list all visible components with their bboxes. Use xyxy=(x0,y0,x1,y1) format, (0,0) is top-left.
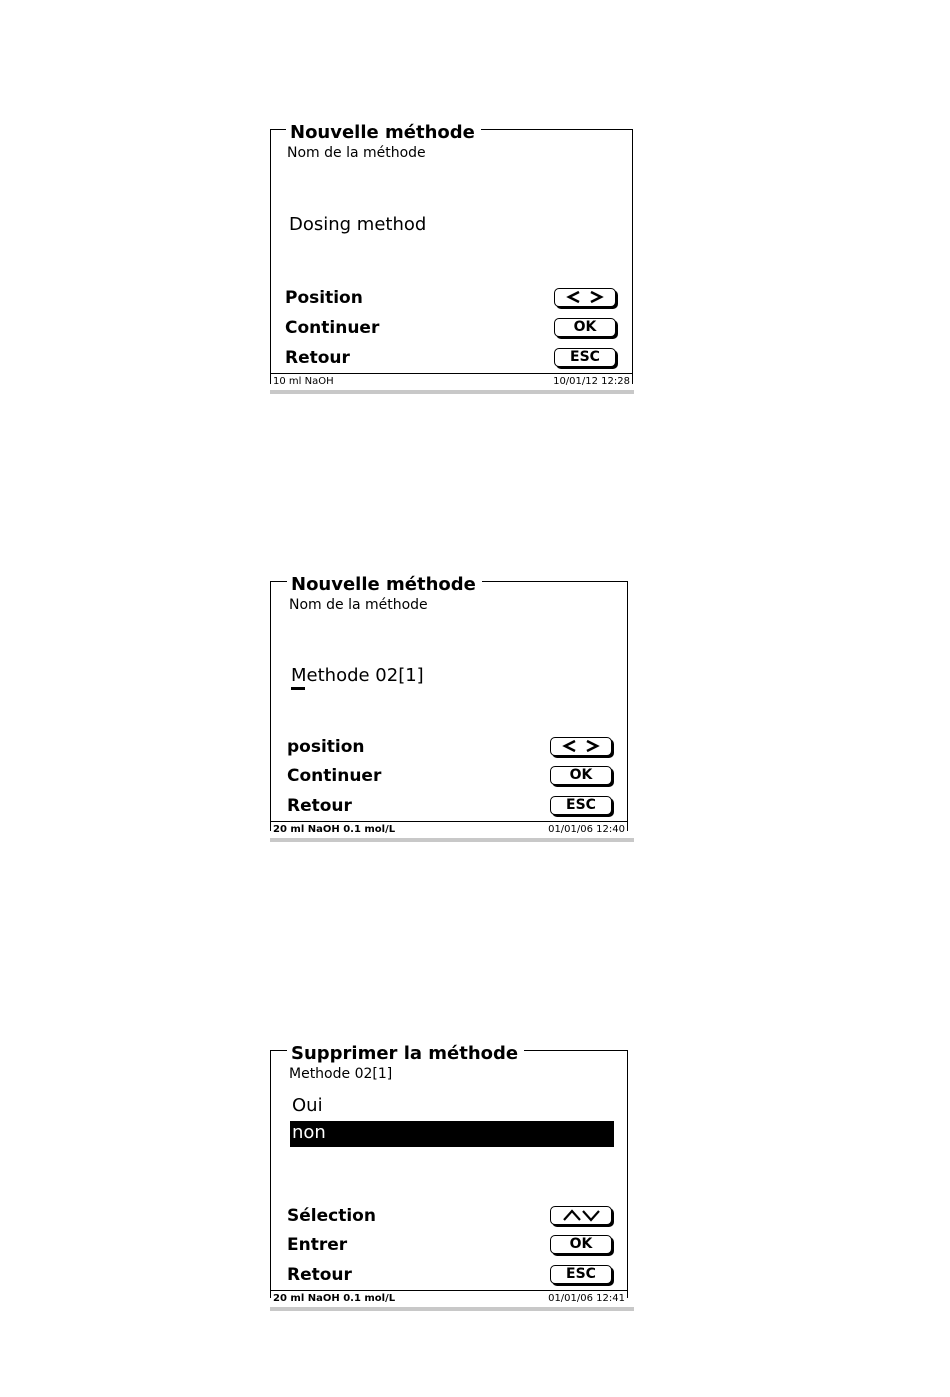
screen-new-method-1 xyxy=(270,120,634,396)
status-reagent: 20 ml NaOH 0.1 mol/L xyxy=(273,1293,396,1304)
status-underbar xyxy=(270,1307,634,1311)
status-datetime: 01/01/06 12:41 xyxy=(548,1293,625,1304)
arrows-left-right-icon xyxy=(558,739,604,753)
status-underbar xyxy=(270,390,634,394)
dialog-subtitle: Nom de la méthode xyxy=(287,145,426,161)
position-label: Position xyxy=(285,288,363,308)
back-label: Retour xyxy=(285,348,350,368)
esc-key[interactable]: ESC xyxy=(554,348,616,367)
option-no[interactable]: non xyxy=(290,1121,614,1147)
ok-key[interactable]: OK xyxy=(550,1235,612,1254)
status-underbar xyxy=(270,838,634,842)
enter-label: Entrer xyxy=(287,1235,348,1255)
method-name-field[interactable]: Methode 02[1] xyxy=(291,665,424,686)
dialog-title: Nouvelle méthode xyxy=(287,575,482,595)
esc-key[interactable]: ESC xyxy=(550,796,612,815)
screen-new-method-2 xyxy=(270,572,634,848)
method-name-field[interactable]: Dosing method xyxy=(289,214,427,235)
esc-key[interactable]: ESC xyxy=(550,1265,612,1284)
status-reagent: 10 ml NaOH xyxy=(273,376,334,387)
position-key[interactable] xyxy=(550,737,612,756)
ok-key[interactable]: OK xyxy=(554,318,616,337)
dialog-frame xyxy=(270,581,628,831)
status-bar xyxy=(270,1290,628,1307)
selection-label: Sélection xyxy=(287,1206,376,1226)
position-key[interactable] xyxy=(554,288,616,307)
screen-delete-method xyxy=(270,1042,634,1318)
selection-key[interactable] xyxy=(550,1206,612,1225)
position-label: position xyxy=(287,737,365,757)
dialog-title: Supprimer la méthode xyxy=(287,1044,524,1064)
dialog-subtitle: Nom de la méthode xyxy=(289,597,428,613)
continue-label: Continuer xyxy=(287,766,382,786)
option-yes[interactable]: Oui xyxy=(292,1095,323,1116)
back-label: Retour xyxy=(287,1265,352,1285)
arrows-left-right-icon xyxy=(562,290,608,304)
status-datetime: 10/01/12 12:28 xyxy=(553,376,630,387)
arrows-up-down-icon xyxy=(558,1208,604,1222)
status-datetime: 01/01/06 12:40 xyxy=(548,824,625,835)
back-label: Retour xyxy=(287,796,352,816)
continue-label: Continuer xyxy=(285,318,380,338)
status-bar xyxy=(270,373,633,390)
ok-key[interactable]: OK xyxy=(550,766,612,785)
dialog-frame xyxy=(270,1050,628,1298)
status-reagent: 20 ml NaOH 0.1 mol/L xyxy=(273,824,396,835)
dialog-frame xyxy=(270,129,633,384)
text-cursor xyxy=(291,687,305,690)
dialog-subtitle: Methode 02[1] xyxy=(289,1066,393,1082)
status-bar xyxy=(270,821,628,838)
dialog-title: Nouvelle méthode xyxy=(286,123,481,143)
